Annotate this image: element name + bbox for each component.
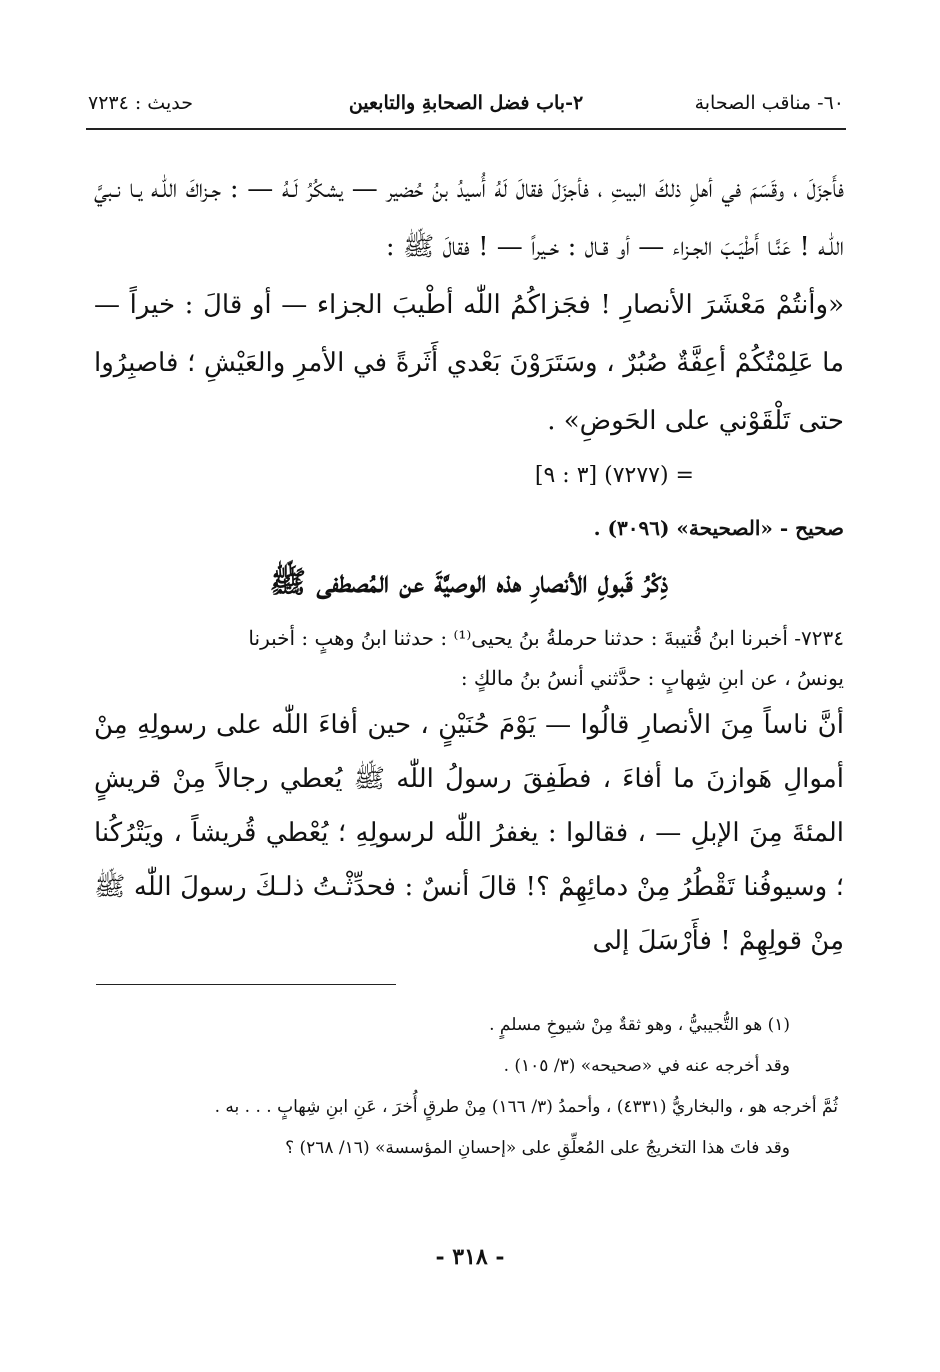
footnotes bbox=[96, 1012, 838, 1176]
chapter-title: ذِكْرُ قَبولِ الأنصارِ هذه الوصيَّةَ عن المُصطفى ﷺ bbox=[269, 565, 669, 600]
paragraph-1: فأَجزَلَ ، وقَسَمَ في أهلِ ذلكَ البيتِ ، فأجزَلَ فقالَ لَهُ أُسيدُ بنُ حُضير — يشكُرُ لَـهُ — : جـزاكَ اللّٰـه يـا نـبيَّ اللّٰـه ! عَنَّـا أَطْيَـبَ الجـزاء — أو قـال : خـيراً — ! فقالَ ﷺ : bbox=[94, 174, 844, 262]
header-section: ٢-باب فضل الصحابةِ والتابعين bbox=[348, 92, 584, 114]
isnad-line-2: يونسُ ، عن ابنِ شِهابٍ : حدَّثني أنسُ بنُ مالكٍ : bbox=[460, 666, 844, 690]
header-chapter: ٦٠- مناقب الصحابة bbox=[694, 92, 844, 114]
cross-reference: = (٧٢٧٧) [٣ : ٩] bbox=[534, 463, 694, 488]
footnote-4: وقد فاتَ هذا التخريجُ على المُعلِّقِ على «إحسانِ المؤسسة» (١٦/ ٢٦٨) ؟ bbox=[285, 1138, 790, 1158]
footnote-1: (١) هو التُّجيبيُّ ، وهو ثقةٌ مِنْ شيوخِ مسلمٍ . bbox=[489, 1015, 790, 1035]
hadith-grade: صحيح - «الصحيحة» (٣٠٩٦) . bbox=[593, 516, 844, 540]
footnote-2: وقد أخرجه عنه في «صحيحه» (٣/ ١٠٥) . bbox=[503, 1056, 790, 1076]
header-hadith-number: حديث : ٧٢٣٤ bbox=[88, 92, 193, 114]
page-number: - ٣١٨ - bbox=[435, 1244, 505, 1270]
isnad-line-1: ٧٢٣٤- أخبرنا ابنُ قُتيبةَ : حدثنا حرملةُ بنُ يحيى⁽¹⁾ : حدثنا ابنُ وهبٍ : أخبرنا bbox=[248, 626, 844, 650]
header-divider bbox=[86, 128, 846, 130]
footnote-divider bbox=[96, 984, 396, 985]
footnote-3: ثُمَّ أخرجه هو ، والبخاريُّ (٤٣٣١) ، وأحمدُ (٣/ ١٦٦) مِنْ طرقٍ أُخرَ ، عَنِ ابنِ شِهابٍ . . . به . bbox=[214, 1097, 838, 1117]
main-text bbox=[94, 160, 844, 968]
paragraph-2: «وأنتُمْ مَعْشَرَ الأنصارِ ! فجَزاكُمُ اللّٰه أطْيبَ الجزاء — أو قالَ : خيراً — ما عَلِمْتُكُمْ أعِفَّةٌ صُبُرٌ ، وسَتَرَوْنَ بَعْدي أَثَرةً في الأمرِ والعَيْشِ ؛ فاصبِرُوا حتى تَلْقَوْني على الحَوضِ» . bbox=[94, 290, 844, 436]
running-header bbox=[88, 86, 844, 126]
matn-paragraph: أنَّ ناساً مِنَ الأنصارِ قالُوا — يَوْمَ حُنَيْنٍ ، حين أفاءَ اللّٰه على رسولِهِ مِنْ أموالِ هَوازنَ ما أفاءَ ، فطَفِقَ رسولُ اللّٰه ﷺ يُعطي رجالاً مِنْ قريشٍ المئةَ مِنَ الإبلِ — ، فقالوا : يغفرُ اللّٰه لرسولِهِ ؛ يُعْطي قُريشاً ، ويَتْرُكُنا ؛ وسيوفُنا تَقْطُرُ مِنْ دمائِهِمْ ؟! قالَ أنسٌ : فحدِّثْـتُ ذلـكَ رسولَ اللّٰه ﷺ مِنْ قولِهِمْ ! فأَرْسَلَ إلى bbox=[94, 710, 844, 956]
